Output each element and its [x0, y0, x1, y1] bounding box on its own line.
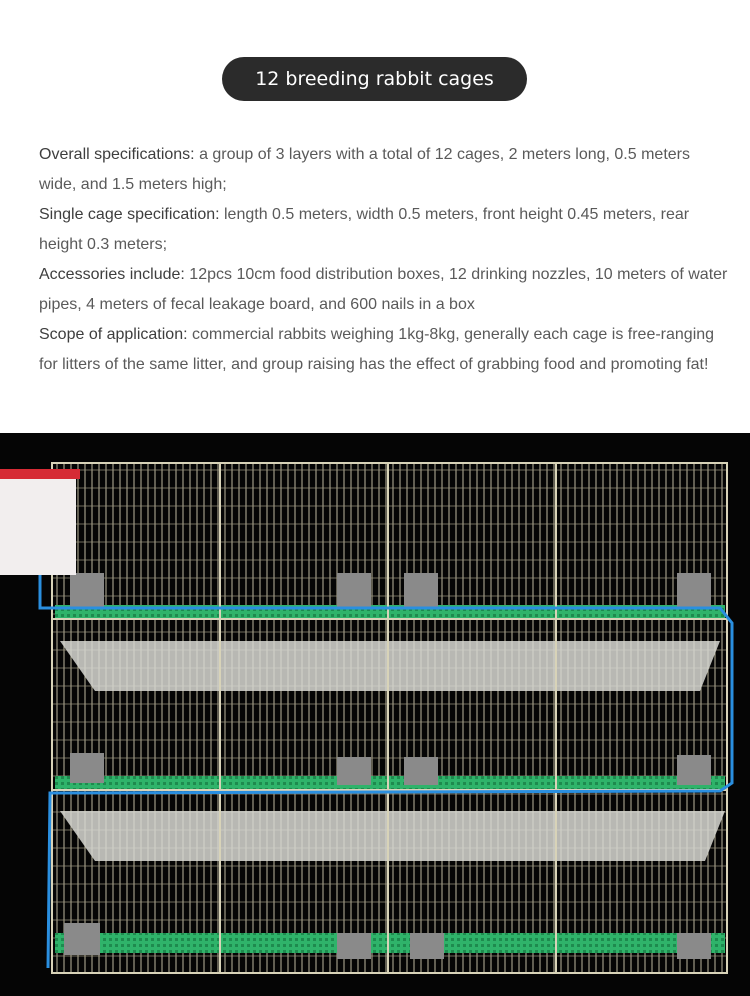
- feeder-container: [0, 473, 76, 575]
- fecal-board-1: [60, 641, 720, 691]
- spec-scope: Scope of application: commercial rabbits weighing 1kg-8kg, generally each cage is free-ranging for litters of the same litter, and group raising has the effect of grabbing food and promoting fat!: [39, 326, 715, 373]
- cage-illustration: [0, 433, 750, 996]
- spec-single-cage: Single cage specification: length 0.5 meters, width 0.5 meters, front height 0.45 meters, rear height 0.3 meters;: [39, 206, 690, 253]
- spec-accessories: Accessories include: 12pcs 10cm food distribution boxes, 12 drinking nozzles, 10 meters of water pipes, 4 meters of fecal leakage board, and 600 nails in a box: [39, 266, 728, 313]
- spec-overall: Overall specifications: a group of 3 layers with a total of 12 cages, 2 meters long, 0.5 meters wide, and 1.5 meters high;: [39, 146, 690, 193]
- cage-floor-2: [55, 776, 725, 790]
- feeder-lid: [0, 469, 80, 479]
- title-banner: 12 breeding rabbit cages: [222, 57, 527, 101]
- fecal-board-2: [60, 811, 725, 861]
- product-photo-rabbit-cages: [0, 433, 750, 996]
- cage-floor-3: [55, 933, 725, 953]
- cage-mesh: [52, 463, 727, 973]
- specifications: [39, 140, 729, 380]
